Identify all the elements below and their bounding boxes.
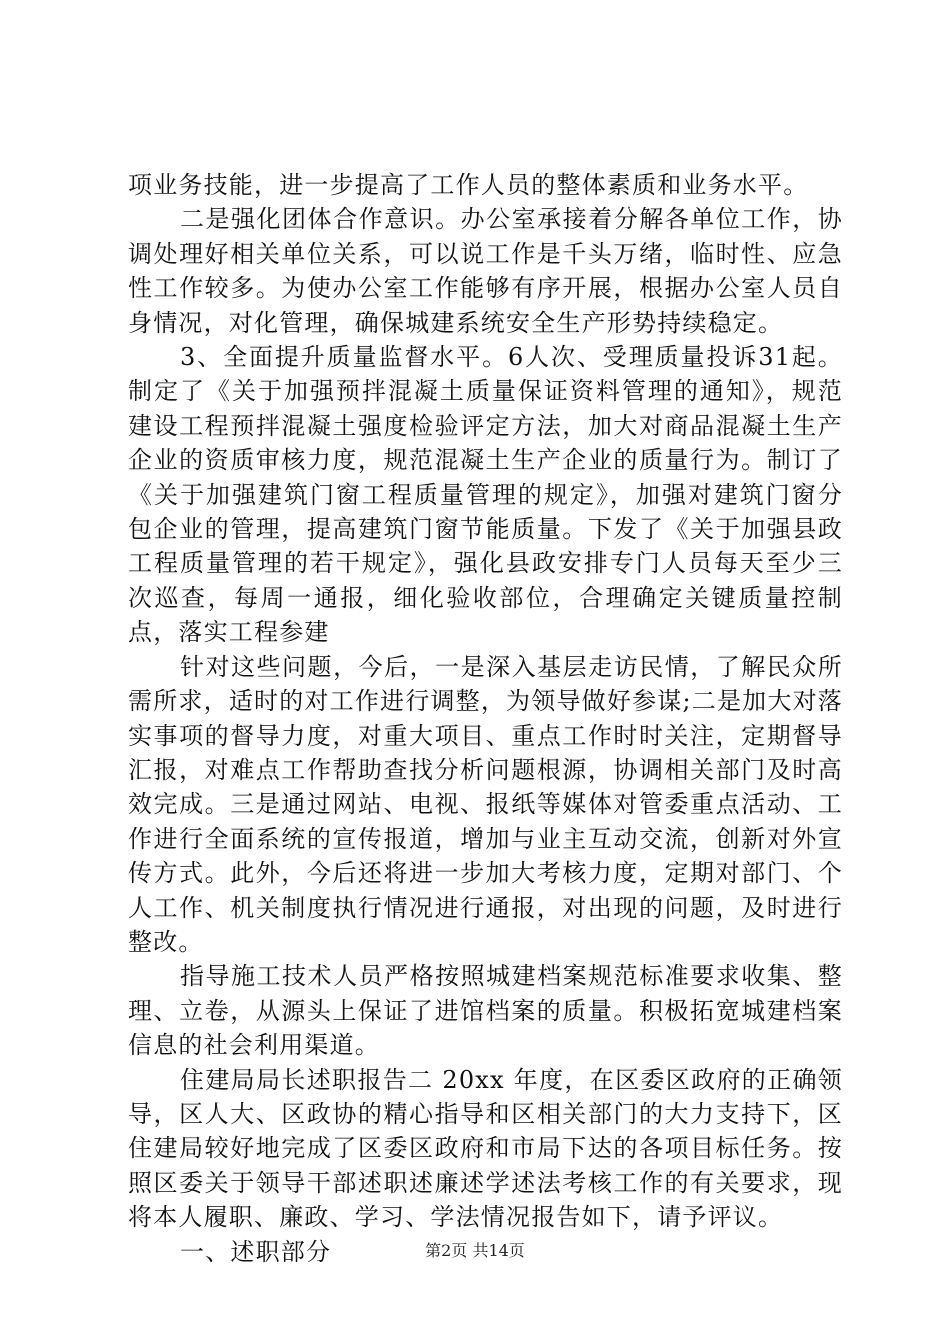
section-heading: 一、述职部分 bbox=[180, 1237, 332, 1266]
paragraph-4: 针对这些问题，今后，一是深入基层走访民情，了解民众所需所求，适时的对工作进行调整，为领导做好参谋;二是加大对落实事项的督导力度，对重大项目、重点工作时时关注，定期督导汇报，对难点工作帮助查找分析问题根源，协调相关部门及时高效完成。三是通过网站、电视、报纸等媒体对管委重点活动、工作进行全面系统的宣传报道，增加与业主互动交流，创新对外宣传方式。此外，今后还将进一步加大考核力度，定期对部门、个人工作、机关制度执行情况进行通报，对出现的问题，及时进行整改。 bbox=[128, 652, 843, 956]
paragraph-6: 住建局局长述职报告二 20xx 年度，在区委区政府的正确领导，区人大、区政协的精心指导和区相关部门的大力支持下，区住建局较好地完成了区委区政府和市局下达的各项目标任务。按照区委关于领导干部述职述廉述学述法考核工作的有关要求，现将本人履职、廉政、学习、学法情况报告如下，请予评议。 bbox=[128, 1065, 843, 1232]
paragraph-3: 3、全面提升质量监督水平。6人次、受理质量投诉31起。制定了《关于加强预拌混凝土质量保证资料管理的通知》，规范建设工程预拌混凝土强度检验评定方法，加大对商品混凝土生产企业的资质审核力度，规范混凝土生产企业的质量行为。制订了《关于加强建筑门窗工程质量管理的规定》，加强对建筑门窗分包企业的管理，提高建筑门窗节能质量。下发了《关于加强县政工程质量管理的若干规定》，强化县政安排专门人员每天至少三次巡查，每周一通报，细化验收部位，合理确定关键质量控制点，落实工程参建 bbox=[128, 343, 843, 647]
document-body bbox=[128, 168, 843, 1269]
paragraph-5: 指导施工技术人员严格按照城建档案规范标准要求收集、整理、立卷，从源头上保证了进馆档案的质量。积极拓宽城建档案信息的社会利用渠道。 bbox=[128, 962, 843, 1060]
page-number: 第2页 共14页 bbox=[425, 1241, 525, 1260]
paragraph-2: 二是强化团体合作意识。办公室承接着分解各单位工作，协调处理好相关单位关系，可以说工作是千头万绪，临时性、应急性工作较多。为使办公室工作能够有序开展，根据办公室人员自身情况，对化管理，确保城建系统安全生产形势持续稳定。 bbox=[128, 205, 843, 337]
page-footer bbox=[0, 1240, 950, 1262]
paragraph-1: 项业务技能，进一步提高了工作人员的整体素质和业务水平。 bbox=[128, 171, 809, 199]
